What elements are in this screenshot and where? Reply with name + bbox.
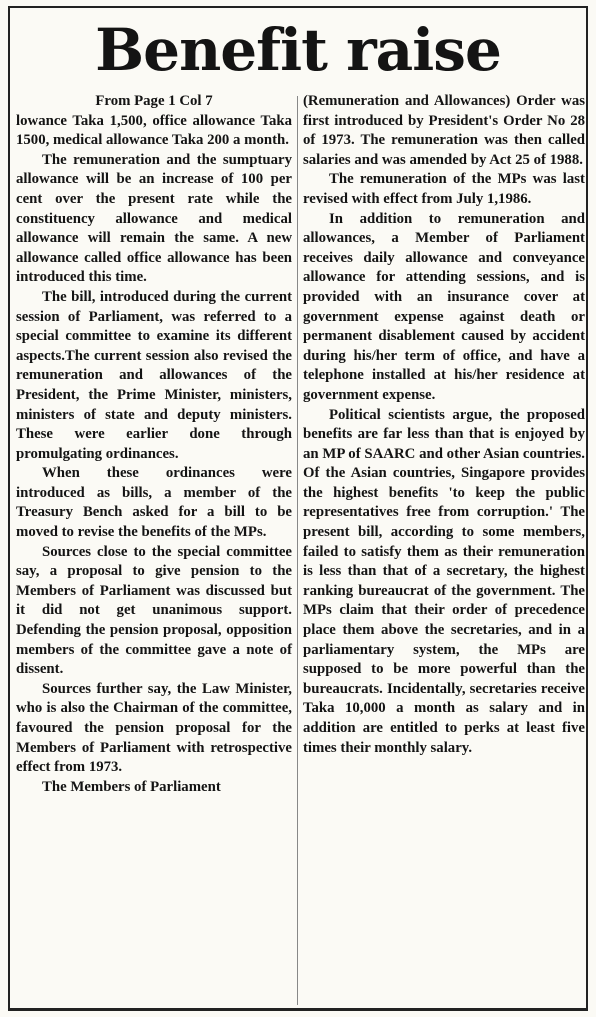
paragraph: The remuneration of the MPs was last revised with effect from July 1,1986. [303,171,585,207]
paragraph: Sources further say, the Law Minister, who is also the Chairman of the committee, favoured the pension proposal for the Members of Parliament with retrospective effect from 1973. [16,680,292,776]
frame-left-rule [8,6,10,1011]
column-divider [297,96,298,1005]
frame-bottom-rule [8,1008,588,1011]
jump-line: From Page 1 Col 7 [95,93,213,109]
paragraph: Political scientists argue, the proposed benefits are far less than that is enjoyed by an MP of SAARC and other Asian countries. Of the Asian countries, Singapore provides the highest benefits 'to keep the public representatives free from corruption.' The present bill, according to some members, failed to satisfy them as their remuneration is less than that of a secretary, the highest ranking bureaucrat of the government. The MPs claim that their order of precedence place them above the secretaries, and in a parliamentary system, the MPs are supposed to be more powerful than the bureaucrats. Incidentally, secretaries receive Taka 10,000 a month as salary and in addition are entitled to perks at least five times their monthly salary. [303,406,585,756]
left-column [16,92,292,797]
paragraph: The bill, introduced during the current session of Parliament, was referred to a special committee to examine its different aspects.The current session also revised the remuneration and allowances of the President, the Prime Minister, ministers, ministers of state and deputy ministers. These were earlier done through promulgating ordinances. [16,288,292,462]
paragraph: When these ordinances were introduced as bills, a member of the Treasury Bench asked for a bill to be moved to revise the benefits of the MPs. [16,465,292,541]
paragraph: (Remuneration and Allowances) Order was first introduced by President's Order No 28 of 1973. The remuneration was then called salaries and was amended by Act 25 of 1988. [303,93,585,168]
right-column [303,92,585,758]
paragraph: The Members of Parliament [42,778,221,795]
paragraph: In addition to remuneration and allowances, a Member of Parliament receives daily allowance and conveyance allowance for attending sessions, and is provided with an insurance cover at government expense against death or permanent disablement caused by accident during his/her term of office, and have a telephone installed at his/her residence at government expense. [303,210,585,403]
headline: Benefit raise [95,16,501,84]
paragraph: Sources close to the special committee say, a proposal to give pension to the Members of Parliament was discussed but it did not get unanimous support. Defending the pension proposal, opposition members of the committee gave a note of dissent. [16,543,292,678]
frame-right-rule [586,6,588,1011]
paragraph: lowance Taka 1,500, office allowance Taka 1500, medical allowance Taka 200 a month. [16,112,292,149]
paragraph: The remuneration and the sumptuary allowance will be an increase of 100 per cent over the present rate while the constituency allowance and medical allowance will remain the same. A new allowance called office allowance has been introduced this time. [16,151,292,286]
